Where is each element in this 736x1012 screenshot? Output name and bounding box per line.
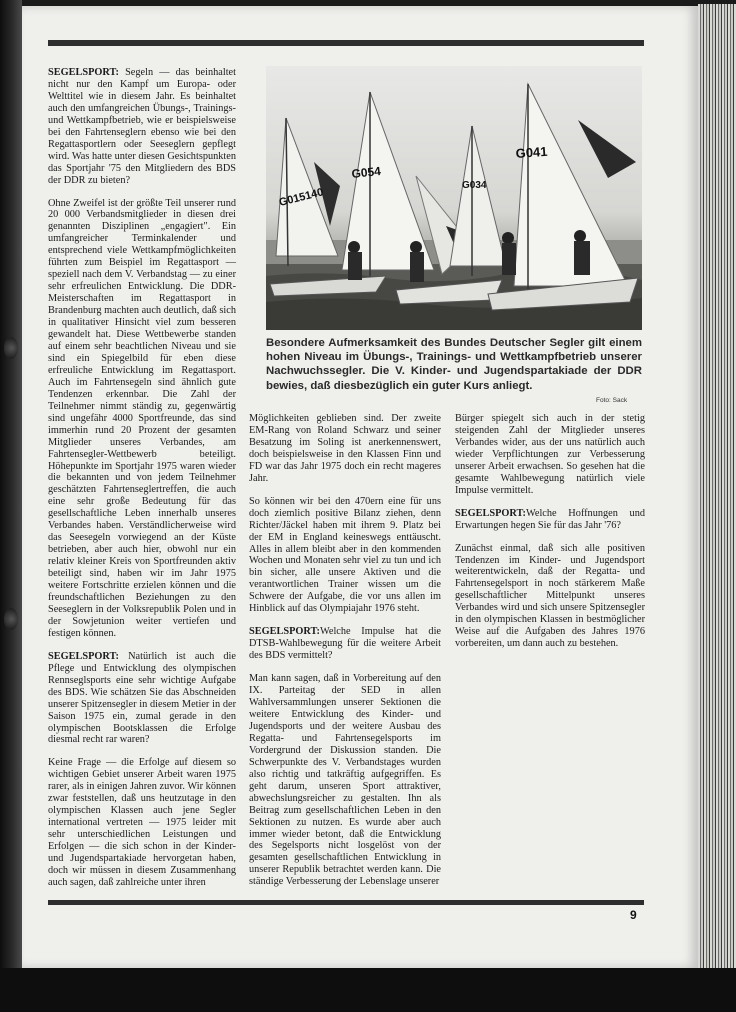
article-column-3: [455, 413, 645, 661]
article-paragraph: [249, 673, 441, 888]
page-edges: [698, 4, 736, 970]
article-text: Möglichkeiten geblieben sind. Der zweite EM-Rang von Roland Schwarz und seiner Besatzung im Soling ist anerkennenswert, doch beispielsweise in den Klassen Finn und FD war das Jahr 1975 doch ein recht mageres Jahr.: [249, 413, 441, 484]
article-paragraph: [455, 413, 645, 497]
question-text: Natürlich ist auch die Pflege und Entwicklung des olympischen Rennseglsports eine sehr wichtige Aufgabe des BDS. Wie schätzen Sie das Abschneiden unserer Spitzensegler in diesem Metier in der Saison 1975 ein, zumal gerade in den olympischen Bootsklassen die Erfolge diesmal recht rar waren?: [48, 650, 236, 746]
header-rule: [48, 40, 644, 46]
question-lead: SEGELSPORT:: [455, 507, 526, 519]
sail-number: G041: [515, 143, 548, 161]
article-paragraph: [48, 67, 236, 187]
question-lead: SEGELSPORT:: [48, 650, 119, 662]
article-paragraph: [455, 508, 645, 532]
page-number: 9: [630, 908, 637, 922]
scan-shadow-bottom: [0, 968, 736, 1012]
question-text: Segeln — das beinhaltet nicht nur den Kampf um Europa- oder Welttitel wie in diesem Jahr. Es beinhaltet auch den umfangreichen Übungs-, Trainings- und Wettkampfbetrieb, wie er beispielsweise bei den Fahrtenseglern ebenso wie bei den Regattasportlern oder Seeseglern gepflegt wird. Was hatte unter diesen Gesichtspunkten das Sportjahr '75 den Mitgliedern des BDS der DDR zu bieten?: [48, 67, 236, 186]
article-text: Bürger spiegelt sich auch in der stetig steigenden Zahl der Mitglieder unseres Verbandes wider, aus der uns natürlich auch wieder Verpflichtungen zur Verbesserung unserer Arbeit erwachsen. So gesehen hat die gesamte Wahlbewegung natürlich viele Impulse vermittelt.: [455, 413, 645, 496]
question-lead: SEGELSPORT:: [249, 626, 320, 638]
article-paragraph: [249, 626, 441, 662]
photo-credit: Foto: Sack: [596, 397, 628, 404]
article-paragraph-start: [48, 757, 236, 888]
article-text: Keine Frage — die Erfolge auf diesem so wichtigen Gebiet unserer Arbeit waren 1975 rarer, als in einigen Jahren zuvor. Wir können zwar feststellen, daß uns heutzutage in den olympischen Klassen auch jene Segler international vertreten — 1975 leider mit sehr unterschiedlichen Leistungen und Erfolgen — die sich schon in der Kinder- und Jugendspartakiade hervorgetan haben, doch wir müssen in diesem Zusammenhang auch sagen, daß zahlreiche unter ihren: [48, 757, 236, 888]
article-paragraph: [455, 543, 645, 651]
article-column-2: [249, 413, 441, 899]
article-paragraph: Ohne Zweifel ist der größte Teil unserer rund 20 000 Verbandsmitglieder in diesen drei genannten Disziplinen „engagiert". Ein umfangreicher Terminkalender und entsprechend viele Wettkampfmöglichkeiten führten zum Beispiel im Regattasport — speziell nach dem V. Verbandstag — zu einer sehr erfreulichen Entwicklung. Die DDR-Meisterschaften im Regattasport in Brandenburg machten auch deutlich, daß sich in qualitativer Hinsicht viel zum besseren gewandelt hat. Diese Wettbewerbe standen auf einem sehr beachtlichen Niveau und sie sind ein Spiegelbild für eben diese erfreuliche Entwicklung im Regattasport. Auch im Fahrtensegeln sind ähnlich gute Tendenzen erkennbar. Die Zahl der Teilnehmer nimmt ständig zu, gegenwärtig sind ungefähr 4000 Sportfreunde, das sind immerhin rund 20 Prozent der gesamten Mitglieder unseres Verbandes, am Fahrtensegler-Wettbewerb beteiligt. Höhepunkte im Sportjahr 1975 waren wieder die bekannten und von jedem Teilnehmer geschätzten Fahrtenseglertreffen, die auch eine sehr große Bedeutung für das gesellschaftliche Leben innerhalb unseres Verbandes haben. Verständlicherweise wird das Seesegeln vorwiegend an der Küste betrieben, aber auch hier, obwohl nur ein relativ kleiner Kreis von Sportfreunden aktiv beteiligt sind, haben wir im Jahr 1975 weitere Fortschritte erzielen können und die freundschaftlichen Beziehungen zu den Seeseglern in der Volksrepublik Polen und in der Sowjetunion weiter vertiefen und festigen können.: [48, 197, 236, 639]
article-paragraph: [249, 413, 441, 485]
article-text: Man kann sagen, daß in Vorbereitung auf den IX. Parteitag der SED in allen Wahlversammlungen unserer Sektionen die weitere Entwicklung des Kinder- und Jugendsports und der weitere Ausbau des Regatta- und Fahrtensegelsports im Vordergrund der Diskussion standen. Die Schwerpunkte des V. Verbandstages wurden also richtig und tatkräftig aufgegriffen. Es geht darum, unseren Sport attraktiver, abwechslungsreicher zu gestalten. Ihn als Beitrag zum gesellschaftlichen Leben in den Sektionen zu nutzen. Es wurde aber auch immer wieder betont, daß die Entwicklung des Segelsports nicht losgelöst von der gesamten gesellschaftlichen Entwicklung in unserer Republik betrachtet werden kann. Die ständige Verbesserung der Lebenslage unserer: [249, 673, 441, 888]
sail-number: G015140: [277, 186, 325, 209]
sailboats-illustration: [266, 66, 642, 330]
article-paragraph: [249, 496, 441, 616]
sailing-photo: [266, 66, 642, 330]
photo-caption: Besondere Aufmerksamkeit des Bundes Deutscher Segler gilt einem hohen Niveau im Übungs-, Trainings- und Wettkampfbetrieb unserer Nachwuchssegler. Die V. Kinder- und Jugendspartakiade der DDR bewies, daß diesbezüglich ein guter Kurs anliegt.: [266, 337, 642, 392]
article-text: So können wir bei den 470ern eine für uns doch ziemlich positive Bilanz ziehen, denn Richter/Jäckel haben mit ihrem 9. Platz bei der EM in England keineswegs enttäuscht. Alles in allem bleibt aber in den kommenden Wochen und Monaten sehr viel zu tun und ich bin sicher, alle unsere Aktiven und die verantwortlichen Trainer wissen um die Schwere der Aufgabe, die vor uns allen im Hinblick auf das Olympiajahr 1976 steht.: [249, 495, 441, 615]
article-text: Welche Impulse hat die DTSB-Wahlbewegung für die weitere Arbeit des BDS vermittelt?: [249, 626, 441, 662]
article-column-1: [48, 67, 236, 889]
question-lead: SEGELSPORT:: [48, 67, 119, 78]
sail-number: G034: [462, 180, 487, 191]
binder-hole-icon: [4, 608, 18, 630]
scan-shadow-left: [0, 0, 22, 1012]
article-text: Zunächst einmal, daß sich alle positiven Tendenzen im Kinder- und Jugendsport weiterentwickeln, daß der Regatta- und Fahrtensegelsport in noch stärkerem Maße gesellschaftlicher Mittelpunkt unseres Verbandes wird und sich unsere Spitzensegler in den olympischen Klassen in bestmöglicher Weise auf die Aufgaben des Jahres 1976 vorbereiten, um dann auch zu bestehen.: [455, 542, 645, 650]
sail-number: G054: [350, 163, 382, 181]
article-text: Welche Hoffnungen und Erwartungen hegen Sie für das Jahr '76?: [455, 507, 645, 531]
article-paragraph: [48, 651, 236, 747]
footer-rule: [48, 900, 644, 905]
binder-hole-icon: [4, 337, 18, 359]
